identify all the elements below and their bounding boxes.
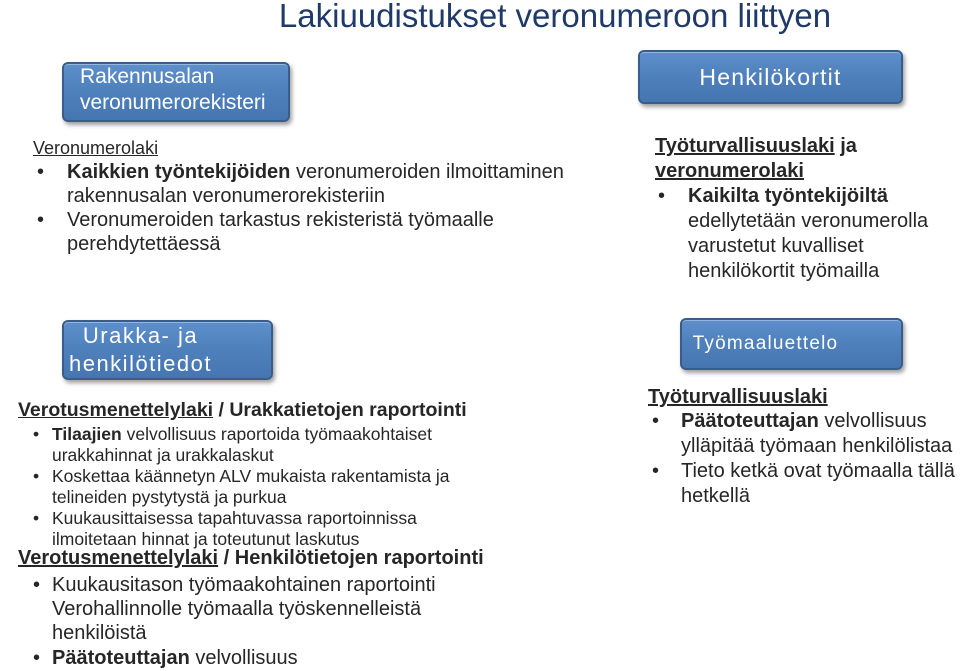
bullet-item bbox=[18, 508, 450, 550]
bullet-item bbox=[18, 573, 436, 646]
label-box-line: henkilötiedot bbox=[68, 351, 213, 376]
label-box-rakennusalan-veronumerorekisteri bbox=[62, 62, 290, 122]
bullet-text: varustetut kuvalliset bbox=[688, 235, 864, 257]
section-heading-henkilotiedot bbox=[18, 546, 484, 570]
bullet-list-henkilotiedot bbox=[18, 573, 436, 670]
label-box-henkilokortit bbox=[638, 50, 903, 104]
law-name: Verotusmenettelylaki bbox=[18, 399, 214, 421]
label-box-line: Rakennusalan bbox=[80, 65, 215, 88]
label-box-tyomaaluettelo bbox=[680, 318, 903, 370]
bullet-text: urakkahinnat ja urakkalaskut bbox=[52, 445, 274, 465]
bullet-text: veronumeroiden ilmoittaminen bbox=[290, 161, 564, 183]
bullet-text: Kuukausittaisessa tapahtuvassa raportoinnissa bbox=[52, 508, 417, 528]
law-name: Työturvallisuuslaki bbox=[648, 386, 828, 408]
section-heading bbox=[655, 159, 928, 184]
label-box-text: Työmaaluettelo bbox=[692, 333, 839, 354]
section-heading bbox=[655, 134, 928, 159]
bullet-item bbox=[33, 208, 564, 256]
bullet-item bbox=[33, 160, 564, 208]
bullet-bold-text: Kaikkien työntekijöiden bbox=[67, 161, 291, 183]
bullet-text: Verohallinnolle työmaalla työskennelleistä bbox=[52, 598, 422, 621]
heading-text: ja bbox=[834, 135, 857, 157]
bullet-item bbox=[18, 646, 436, 670]
bullet-item bbox=[648, 409, 955, 459]
bullet-text: telineiden pystytystä ja purkua bbox=[52, 487, 287, 507]
bullet-text: hetkellä bbox=[681, 485, 750, 507]
bullet-bold-text: Kaikilta työntekijöiltä bbox=[688, 185, 889, 207]
bullet-text: rakennusalan veronumerorekisteriin bbox=[67, 185, 385, 207]
bullet-text: velvollisuus raportoida työmaakohtaiset bbox=[121, 424, 433, 444]
bullet-item bbox=[648, 459, 955, 509]
bullet-text: ilmoitetaan hinnat ja toteutunut laskutus bbox=[52, 529, 360, 549]
bullet-text: Kuukausitason työmaakohtainen raportointi bbox=[52, 574, 436, 596]
section-heading-tyomaaluettelo bbox=[648, 385, 828, 409]
bullet-text: henkilöistä bbox=[52, 622, 147, 645]
bullet-text: perehdytettäessä bbox=[67, 233, 221, 255]
label-box-line: veronumerorekisteri bbox=[80, 91, 266, 114]
bullet-item bbox=[18, 424, 450, 466]
bullet-bold-text: Tilaajien bbox=[52, 424, 122, 444]
section-heading bbox=[33, 136, 564, 160]
bullet-list-urakkatiedot bbox=[18, 424, 450, 550]
section-henkilokortit bbox=[655, 134, 928, 284]
bullet-list-tyomaaluettelo bbox=[648, 409, 955, 509]
bullet-item bbox=[18, 466, 450, 508]
bullet-text: velvollisuus bbox=[189, 646, 298, 669]
section-veronumerolaki bbox=[33, 136, 564, 256]
slide-title: Lakiuudistukset veronumeroon liittyen bbox=[278, 0, 832, 34]
bullet-text: Veronumeroiden tarkastus rekisteristä työmaalle bbox=[67, 209, 494, 231]
bullet-text: Koskettaa käännetyn ALV mukaista rakentamista ja bbox=[52, 466, 450, 486]
law-name: Työturvallisuuslaki bbox=[655, 135, 835, 157]
bullet-item bbox=[655, 184, 928, 284]
section-heading-urakkatiedot bbox=[18, 398, 467, 422]
heading-text: / Henkilötietojen raportointi bbox=[218, 547, 484, 569]
label-box-urakka-ja-henkilotiedot bbox=[62, 320, 273, 380]
law-name: Veronumerolaki bbox=[33, 138, 159, 158]
heading-text: / Urakkatietojen raportointi bbox=[213, 399, 467, 421]
bullet-text: edellytetään veronumerolla bbox=[688, 210, 929, 232]
law-name: Verotusmenettelylaki bbox=[18, 547, 219, 569]
bullet-text: henkilökortit työmailla bbox=[688, 260, 880, 282]
bullet-text: ylläpitää työmaan henkilölistaa bbox=[681, 435, 953, 457]
label-box-line: Urakka- ja bbox=[82, 323, 199, 348]
label-box-text: Henkilökortit bbox=[699, 63, 842, 90]
bullet-text: Tieto ketkä ovat työmaalla tällä bbox=[681, 460, 955, 482]
bullet-bold-text: Päätoteuttajan bbox=[52, 646, 190, 669]
bullet-bold-text: Päätoteuttajan bbox=[681, 410, 819, 432]
law-name: veronumerolaki bbox=[655, 160, 804, 182]
bullet-text: velvollisuus bbox=[818, 410, 927, 432]
